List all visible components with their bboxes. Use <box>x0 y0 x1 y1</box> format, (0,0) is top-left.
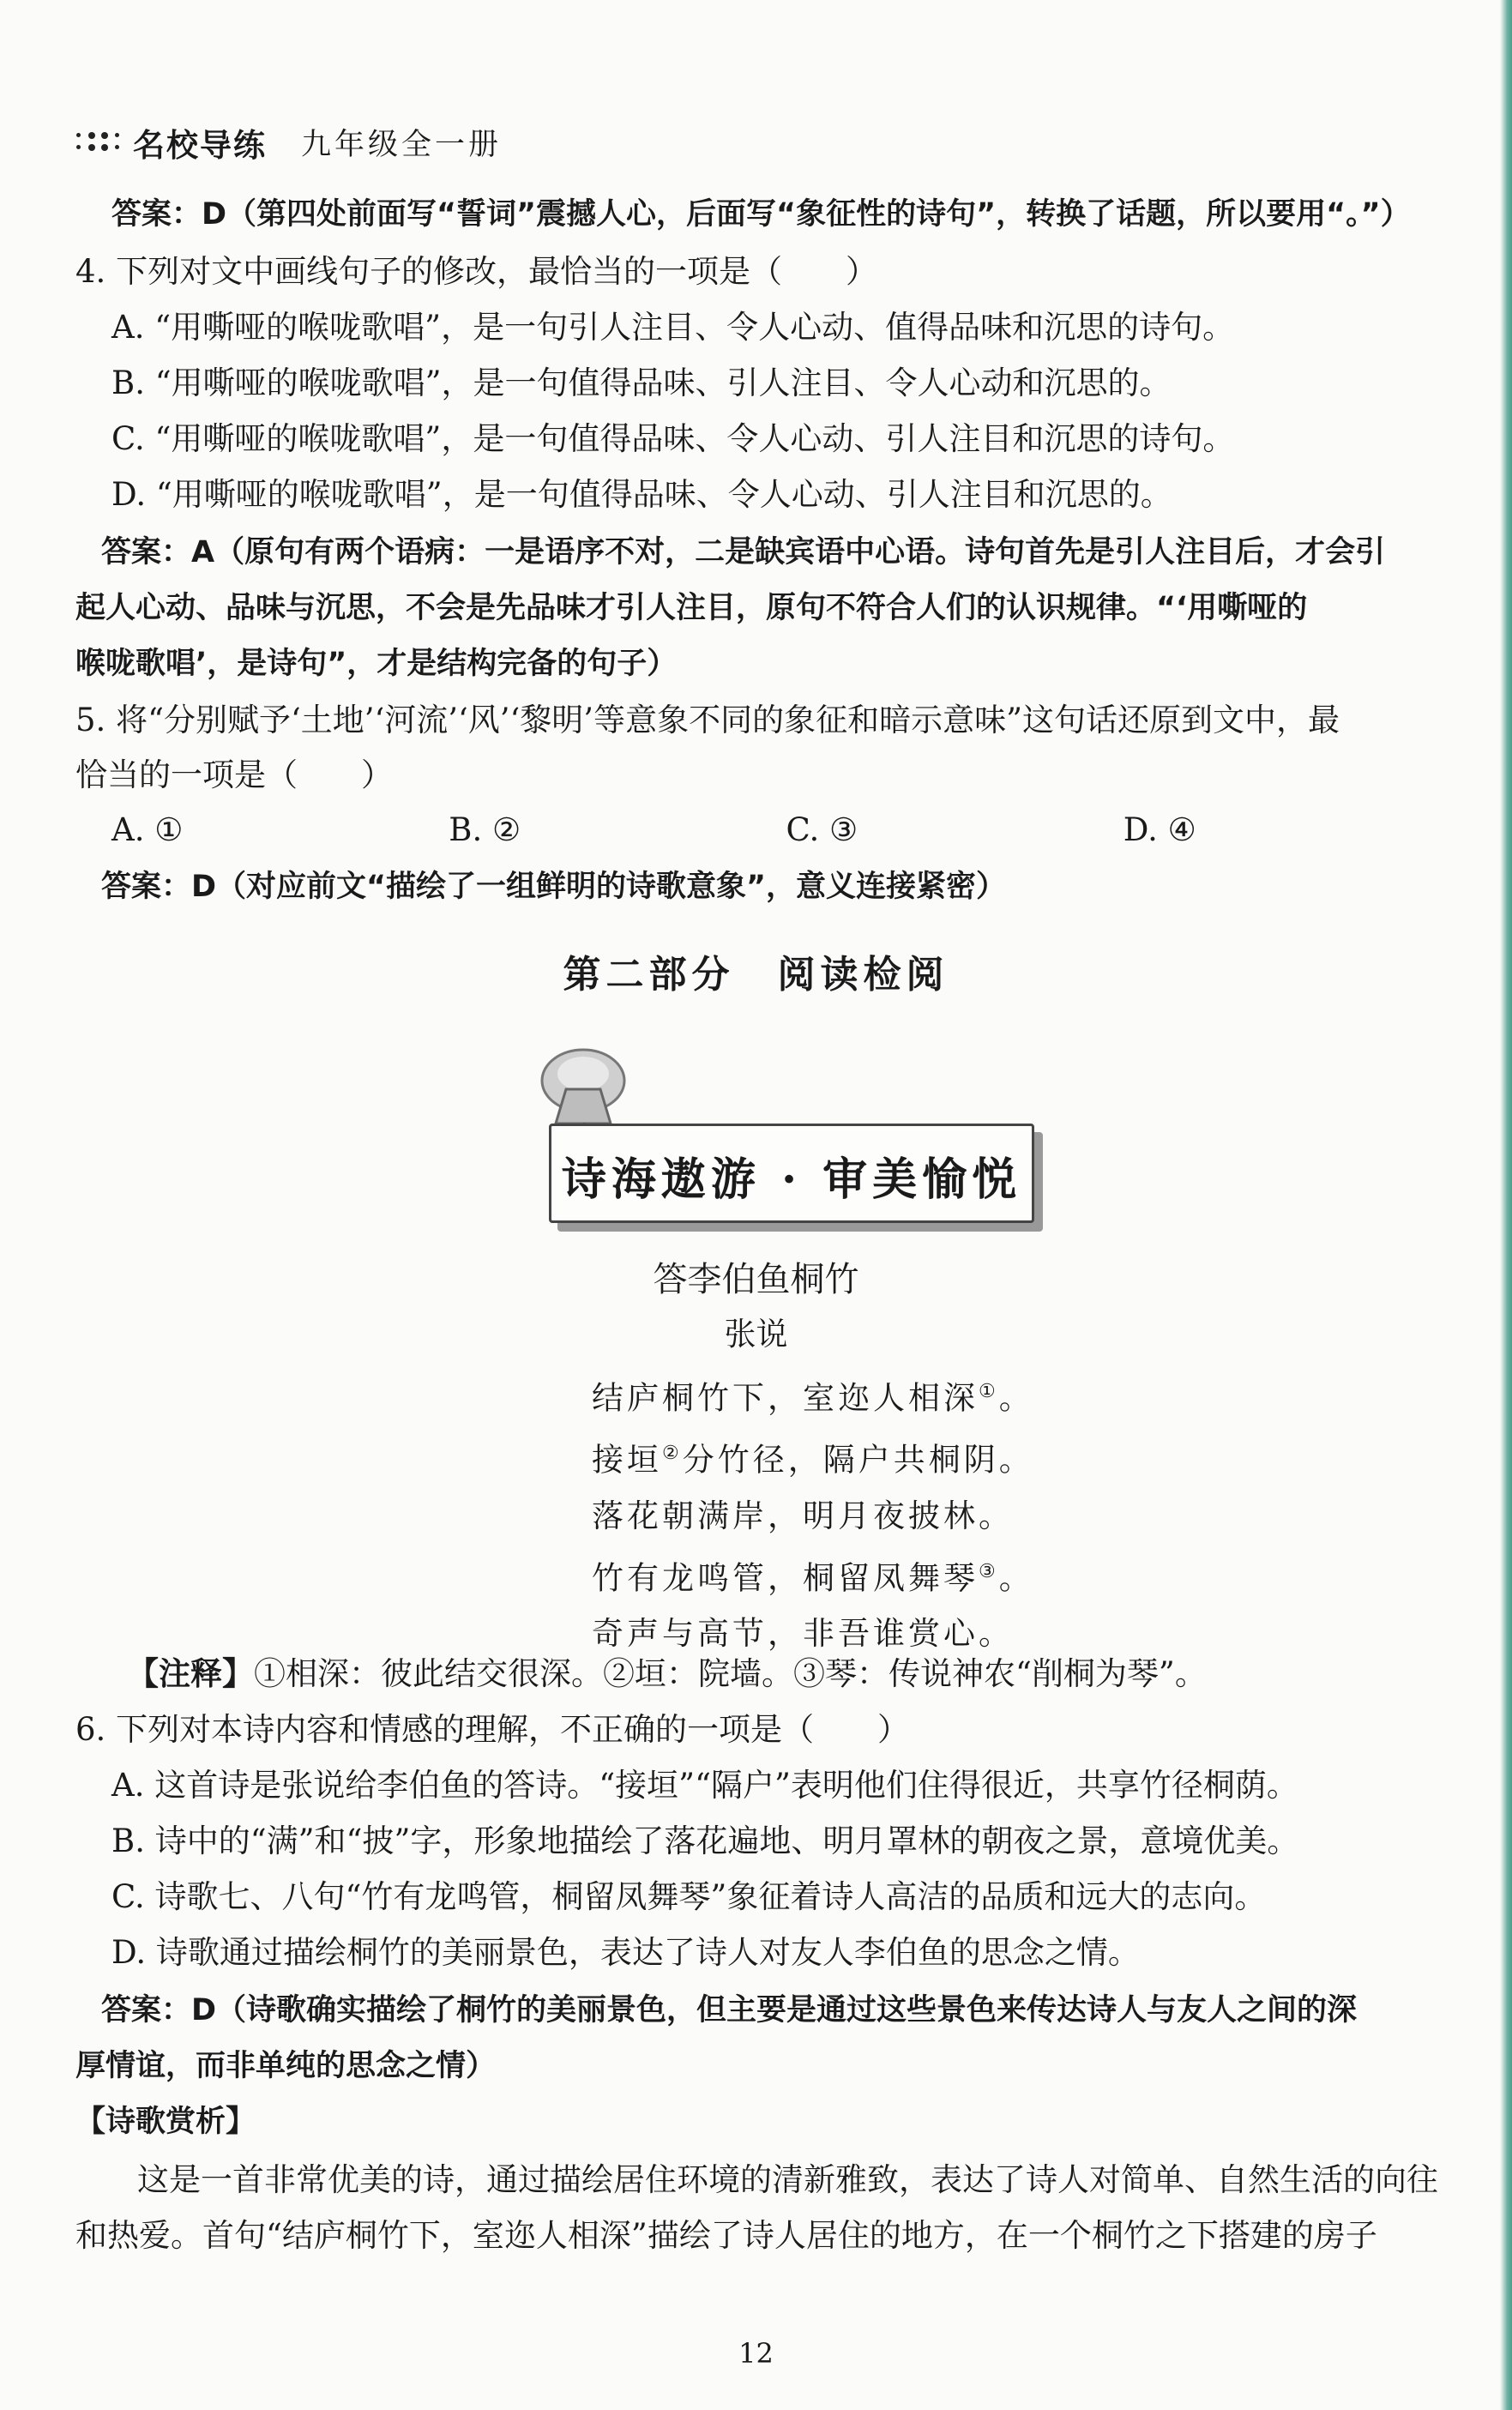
q6-option-d: D. 诗歌通过描绘桐竹的美丽景色，表达了诗人对友人李伯鱼的思念之情。 <box>111 1934 1140 1971</box>
grade-label: 九年级全一册 <box>301 128 503 162</box>
q6-answer-line-2: 厚情谊，而非单纯的思念之情） <box>75 2049 497 2083</box>
q4-option-d: D. “用嘶哑的喉咙歌唱”，是一句值得品味、令人心动、引人注目和沉思的。 <box>111 476 1172 513</box>
q4-answer-line-2: 起人心动、品味与沉思，不会是先品味才引人注目，原句不符合人们的认识规律。“‘用嘶哑的 <box>75 591 1308 625</box>
poem-line: 奇声与高节，非吾谁赏心。 <box>592 1614 1014 1652</box>
q4-option-a: A. “用嘶哑的喉咙歌唱”，是一句引人注目、令人心动、值得品味和沉思的诗句。 <box>111 309 1235 346</box>
q5-option-b: B. ② <box>449 811 521 848</box>
appreciation-line-2: 和热爱。首句“结庐桐竹下，室迩人相深”描绘了诗人居住的地方，在一个桐竹之下搭建的房子 <box>75 2217 1377 2254</box>
page-number: 12 <box>738 2337 774 2370</box>
dots-logo-icon <box>75 132 123 153</box>
section-title: 第二部分 阅读检阅 <box>563 953 949 997</box>
section-banner <box>515 1029 1029 1252</box>
poem-line: 接垣②分竹径，隔户共桐阴。 <box>592 1441 1034 1479</box>
q4-option-c: C. “用嘶哑的喉咙歌唱”，是一句值得品味、令人心动、引人注目和沉思的诗句。 <box>111 420 1235 457</box>
q5-option-c: C. ③ <box>786 811 858 848</box>
notes-label: 【注释】 <box>127 1655 254 1692</box>
q6-stem: 6. 下列对本诗内容和情感的理解，不正确的一项是（ ） <box>75 1711 910 1748</box>
q5-stem-line-2: 恰当的一项是（ ） <box>75 756 393 793</box>
q5-option-d: D. ④ <box>1123 811 1196 848</box>
q4-option-b: B. “用嘶哑的喉咙歌唱”，是一句值得品味、引人注目、令人心动和沉思的。 <box>111 365 1172 401</box>
q3-answer: 答案：D（第四处前面写“誓词”震撼人心，后面写“象征性的诗句”，转换了话题，所以要用“。”） <box>111 197 1411 232</box>
q6-option-c: C. 诗歌七、八句“竹有龙鸣管，桐留凤舞琴”象征着诗人高洁的品质和远大的志向。 <box>111 1878 1267 1915</box>
q4-answer-line-3: 喉咙歌唱’，是诗句”，才是结构完备的句子） <box>75 647 678 681</box>
appreciation-label: 【诗歌赏析】 <box>75 2105 256 2139</box>
poem-line: 落花朝满岸，明月夜披林。 <box>592 1497 1014 1534</box>
q5-option-a: A. ① <box>111 811 184 848</box>
banner-box <box>549 1124 1034 1223</box>
q5-options <box>75 803 1461 858</box>
q6-answer-line-1: 答案：D（诗歌确实描绘了桐竹的美丽景色，但主要是通过这些景色来传达诗人与友人之间的深 <box>101 1993 1358 2027</box>
page-edge-stripe <box>1500 0 1512 2410</box>
q6-option-a: A. 这首诗是张说给李伯鱼的答诗。“接垣”“隔户”表明他们住得很近，共享竹径桐荫。 <box>111 1767 1298 1804</box>
banner-text: 诗海遨游 · 审美愉悦 <box>561 1154 1022 1206</box>
q4-stem: 4. 下列对文中画线句子的修改，最恰当的一项是（ ） <box>75 253 878 290</box>
q5-answer: 答案：D（对应前文“描绘了一组鲜明的诗歌意象”，意义连接紧密） <box>101 870 1007 904</box>
poem-notes <box>101 1647 1461 1702</box>
poem-author: 张说 <box>724 1316 788 1353</box>
poem-line: 竹有龙鸣管，桐留凤舞琴③。 <box>592 1558 1034 1596</box>
header <box>75 117 502 168</box>
brand-title: 名校导练 <box>133 127 267 164</box>
q5-stem-line-1: 5. 将“分别赋予‘土地’‘河流’‘风’‘黎明’等意象不同的象征和暗示意味”这句话还原到文中，最 <box>75 702 1340 738</box>
poem-body <box>592 1364 1034 1661</box>
appreciation-line-1: 这是一首非常优美的诗，通过描绘居住环境的清新雅致，表达了诗人对简单、自然生活的向往 <box>137 2161 1438 2198</box>
poem-title: 答李伯鱼桐竹 <box>653 1260 859 1299</box>
poem-line: 结庐桐竹下，室迩人相深①。 <box>592 1379 1034 1417</box>
notes-text: ①相深：彼此结交很深。②垣：院墙。③琴：传说神农“削桐为琴”。 <box>254 1655 1207 1692</box>
q6-option-b: B. 诗中的“满”和“披”字，形象地描绘了落花遍地、明月罩林的朝夜之景，意境优美。 <box>111 1823 1299 1859</box>
q4-answer-line-1: 答案：A（原句有两个语病：一是语序不对，二是缺宾语中心语。诗句首先是引人注目后，才会引 <box>101 535 1386 569</box>
